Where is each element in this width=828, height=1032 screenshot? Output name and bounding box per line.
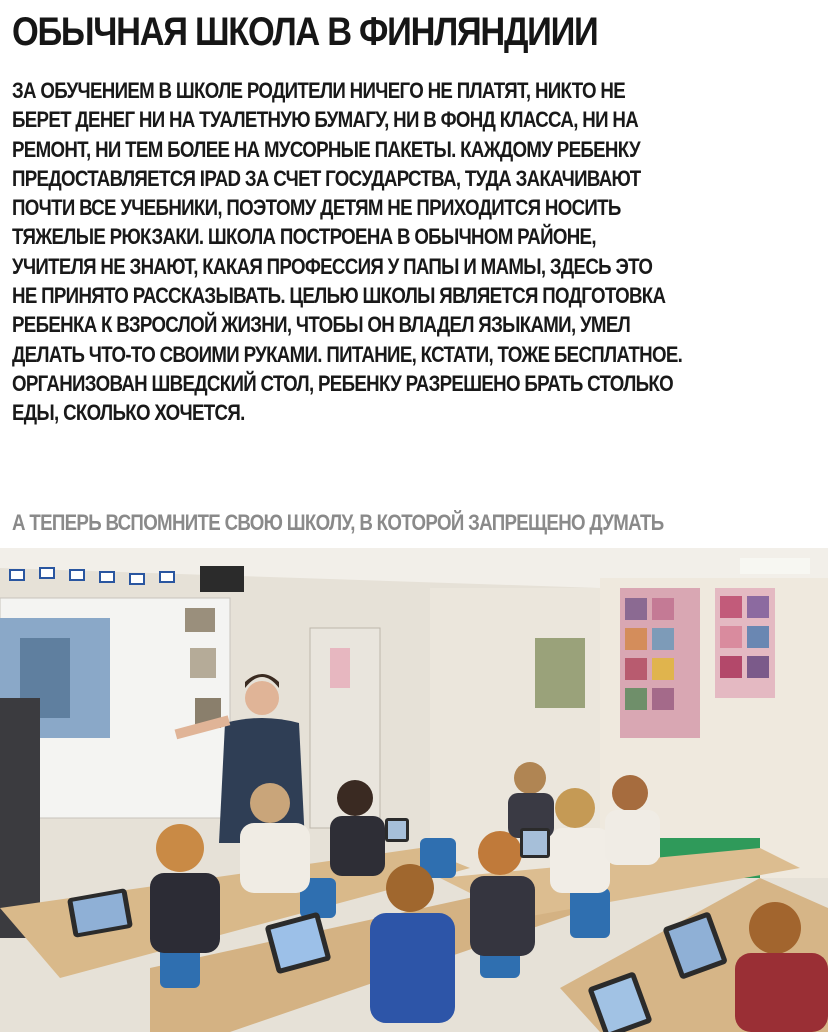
post-body-line: ЕДЫ, СКОЛЬКО ХОЧЕТСЯ.: [12, 400, 245, 426]
post-body-line: ЗА ОБУЧЕНИЕМ В ШКОЛЕ РОДИТЕЛИ НИЧЕГО НЕ ПЛАТЯТ, НИКТО НЕ: [12, 78, 626, 103]
classroom-photo: [0, 548, 828, 1032]
projector: [200, 566, 244, 592]
door-poster: [330, 648, 350, 688]
classroom-illustration: [0, 548, 828, 1032]
tablet-icon: [520, 828, 550, 858]
post-body-line: ПРЕДОСТАВЛЯЕТСЯ IPAD ЗА СЧЕТ ГОСУДАРСТВА, ТУДА ЗАКАЧИВАЮТ: [12, 165, 641, 191]
post-body-line: БЕРЕТ ДЕНЕГ НИ НА ТУАЛЕТНУЮ БУМАГУ, НИ В ФОНД КЛАССА, НИ НА: [12, 107, 639, 133]
post-title: ОБЫЧНАЯ ШКОЛА В ФИНЛЯНДИИИ: [12, 10, 598, 54]
wall-picture: [535, 638, 585, 708]
post-body-line: РЕБЕНКА К ВЗРОСЛОЙ ЖИЗНИ, ЧТОБЫ ОН ВЛАДЕЛ ЯЗЫКАМИ, УМЕЛ: [12, 312, 631, 338]
post-body-line: НЕ ПРИНЯТО РАССКАЗЫВАТЬ. ЦЕЛЬЮ ШКОЛЫ ЯВЛЯЕТСЯ ПОДГОТОВКА: [12, 283, 666, 309]
post-body: [12, 76, 811, 428]
post-body-line: ДЕЛАТЬ ЧТО-ТО СВОИМИ РУКАМИ. ПИТАНИЕ, КСТАТИ, ТОЖЕ БЕСПЛАТНОЕ.: [12, 341, 683, 367]
tablet-icon: [385, 818, 409, 842]
art-grid-right: [715, 588, 775, 698]
post-body-line: УЧИТЕЛЯ НЕ ЗНАЮТ, КАКАЯ ПРОФЕССИЯ У ПАПЫ И МАМЫ, ЗДЕСЬ ЭТО: [12, 253, 653, 279]
post-body-line: ОРГАНИЗОВАН ШВЕДСКИЙ СТОЛ, РЕБЕНКУ РАЗРЕШЕНО БРАТЬ СТОЛЬКО: [12, 370, 673, 396]
chair: [570, 888, 610, 938]
person-left-edge: [0, 698, 40, 938]
post-body-line: ТЯЖЕЛЫЕ РЮКЗАКИ. ШКОЛА ПОСТРОЕНА В ОБЫЧНОМ РАЙОНЕ,: [12, 224, 596, 250]
post-footer-caption: А ТЕПЕРЬ ВСПОМНИТЕ СВОЮ ШКОЛУ, В КОТОРОЙ ЗАПРЕЩЕНО ДУМАТЬ: [12, 510, 664, 535]
post-body-line: ПОЧТИ ВСЕ УЧЕБНИКИ, ПОЭТОМУ ДЕТЯМ НЕ ПРИХОДИТСЯ НОСИТЬ: [12, 195, 621, 221]
art-grid-left: [620, 588, 700, 738]
ceiling-light: [740, 558, 810, 574]
post-body-line: РЕМОНТ, НИ ТЕМ БОЛЕЕ НА МУСОРНЫЕ ПАКЕТЫ. КАЖДОМУ РЕБЕНКУ: [12, 136, 640, 162]
